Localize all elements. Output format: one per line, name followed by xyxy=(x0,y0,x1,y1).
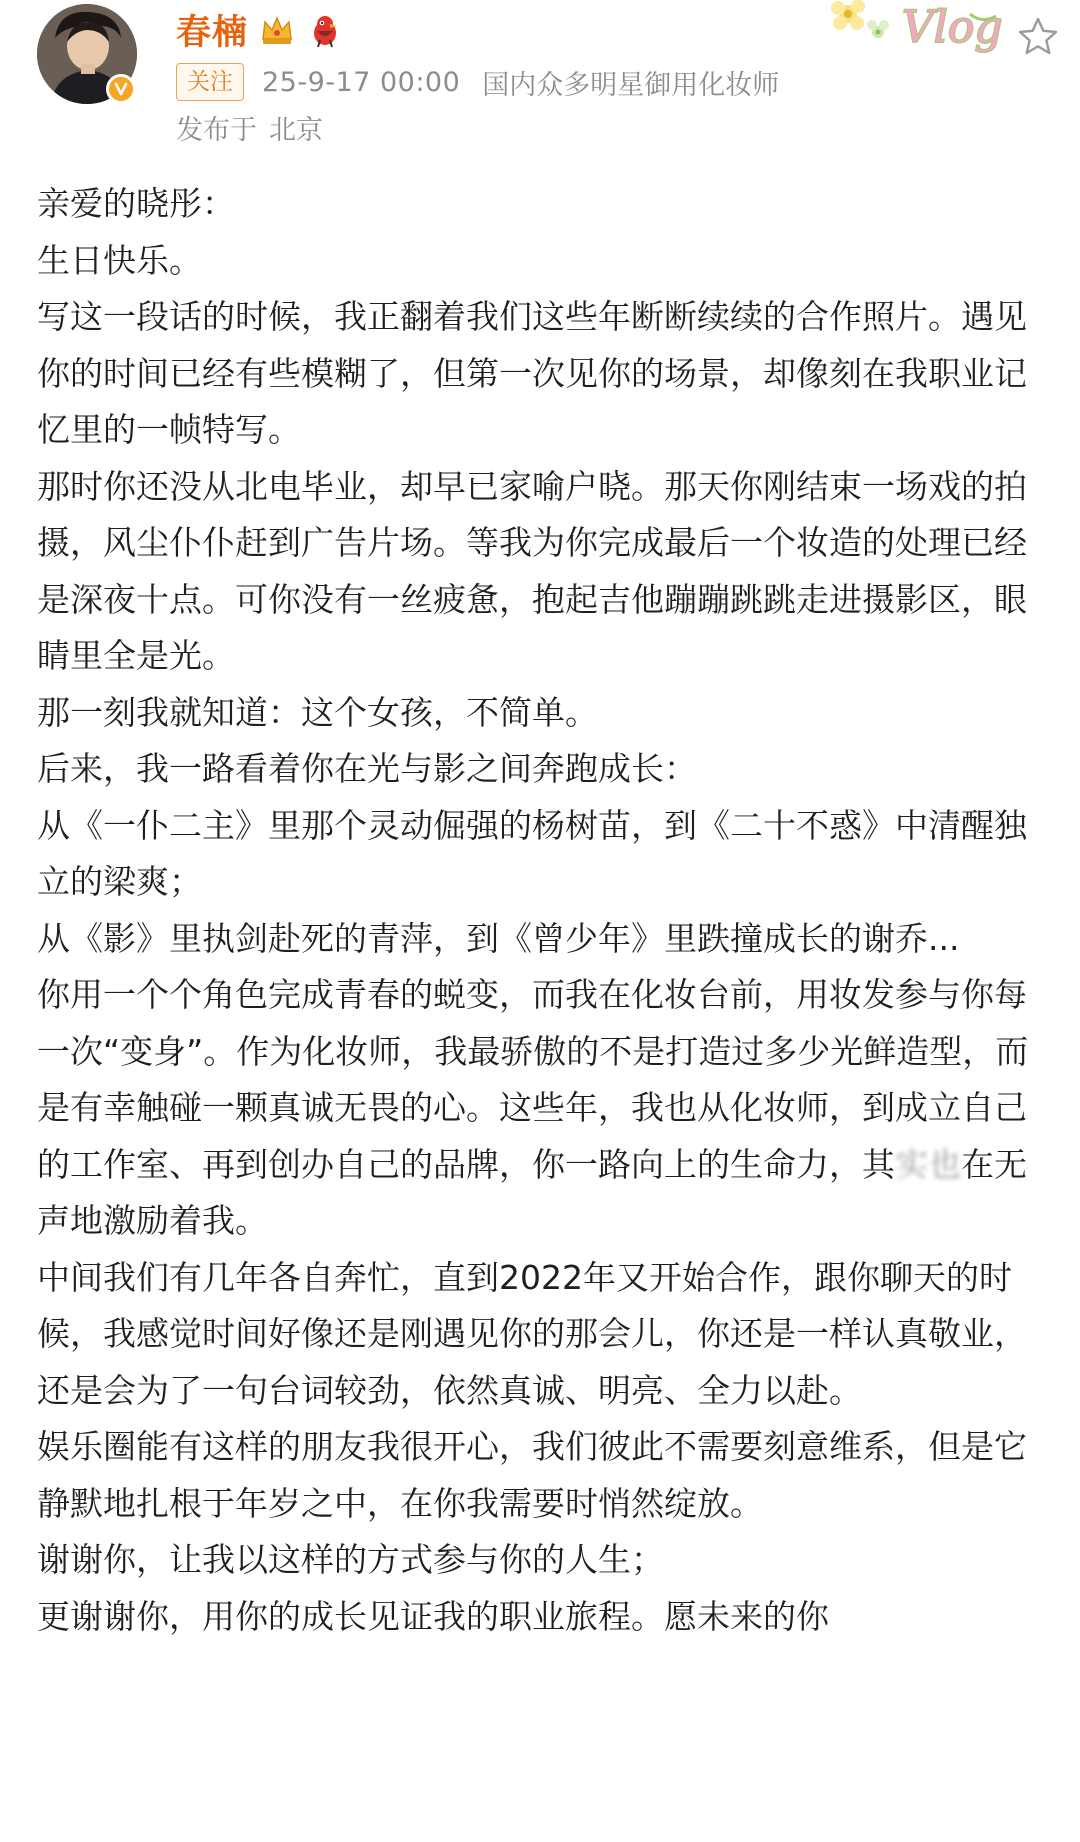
body-paragraph-13: 更谢谢你，用你的成长见证我的职业旅程。愿未来的你 xyxy=(37,1596,829,1636)
verified-icon xyxy=(106,74,136,104)
body-paragraph-6: 后来，我一路看着你在光与影之间奔跑成长： xyxy=(37,749,697,788)
author-bio: 国内众多明星御用化妆师 xyxy=(482,69,780,101)
body-paragraph-12: 谢谢你，让我以这样的方式参与你的人生； xyxy=(37,1540,664,1579)
flower-icon xyxy=(831,0,889,38)
post-meta-row xyxy=(176,62,779,102)
vlog-sticker xyxy=(820,0,1010,64)
body-paragraph-4: 那时你还没从北电毕业，却早已家喻户晓。那天你刚结束一场戏的拍摄，风尘仆仆赶到广告片场。等我为你完成最后一个妆造的处理已经是深夜十点。可你没有一丝疲惫，抱起吉他蹦蹦跳跳走进摄影区，眼睛里全是光。 xyxy=(37,466,1027,675)
username[interactable]: 春楠 xyxy=(176,13,249,53)
username-row xyxy=(176,6,344,54)
post-body xyxy=(37,176,1057,1645)
location-prefix: 发布于 xyxy=(176,115,257,146)
blurred-text: 实也 xyxy=(895,1144,961,1184)
body-paragraph-3: 写这一段话的时候，我正翻着我们这些年断断续续的合作照片。遇见你的时间已经有些模糊了，但第一次见你的场景，却像刻在我职业记忆里的一帧特写。 xyxy=(37,297,1027,449)
post-timestamp: 25-9-17 00:00 xyxy=(262,66,461,98)
body-paragraph-9-b: 在无声地激励着我。 xyxy=(37,1144,1027,1240)
body-paragraph-11: 娱乐圈能有这样的朋友我很开心，我们彼此不需要刻意维系，但是它静默地扎根于年岁之中，在你我需要时悄然绽放。 xyxy=(37,1427,1027,1523)
body-paragraph-9-a: 你用一个个角色完成青春的蜕变，而我在化妆台前，用妆发参与你每一次“变身”。作为化妆师，我最骄傲的不是打造过多少光鲜造型，而是有幸触碰一颗真诚无畏的心。这些年，我也从化妆师，到成立自己的工作室、再到创办自己的品牌，你一路向上的生命力，其 xyxy=(37,975,1029,1184)
body-paragraph-9 xyxy=(37,967,1057,1250)
vlog-text: Vlog xyxy=(902,2,1003,53)
post-header xyxy=(0,0,1080,150)
bird-badge-icon xyxy=(306,11,344,49)
location-name: 北京 xyxy=(269,115,323,146)
body-paragraph-10: 中间我们有几年各自奔忙，直到2022年又开始合作，跟你聊天的时候，我感觉时间好像还是刚遇见你的那会儿，你还是一样认真敬业，还是会为了一句台词较劲，依然真诚、明亮、全力以赴。 xyxy=(37,1257,1027,1410)
follow-button[interactable]: 关注 xyxy=(176,63,244,101)
star-icon[interactable] xyxy=(1015,14,1061,60)
body-paragraph-1: 亲爱的晓彤： xyxy=(37,184,235,223)
crown-icon xyxy=(258,11,296,49)
body-paragraph-5: 那一刻我就知道：这个女孩，不简单。 xyxy=(37,692,598,732)
body-paragraph-2: 生日快乐。 xyxy=(37,240,202,280)
body-paragraph-7: 从《一仆二主》里那个灵动倔强的杨树苗，到《二十不惑》中清醒独立的梁爽； xyxy=(37,805,1027,901)
body-paragraph-8: 从《影》里执剑赴死的青萍，到《曾少年》里跌撞成长的谢乔... xyxy=(37,918,960,958)
post-location xyxy=(176,108,323,147)
